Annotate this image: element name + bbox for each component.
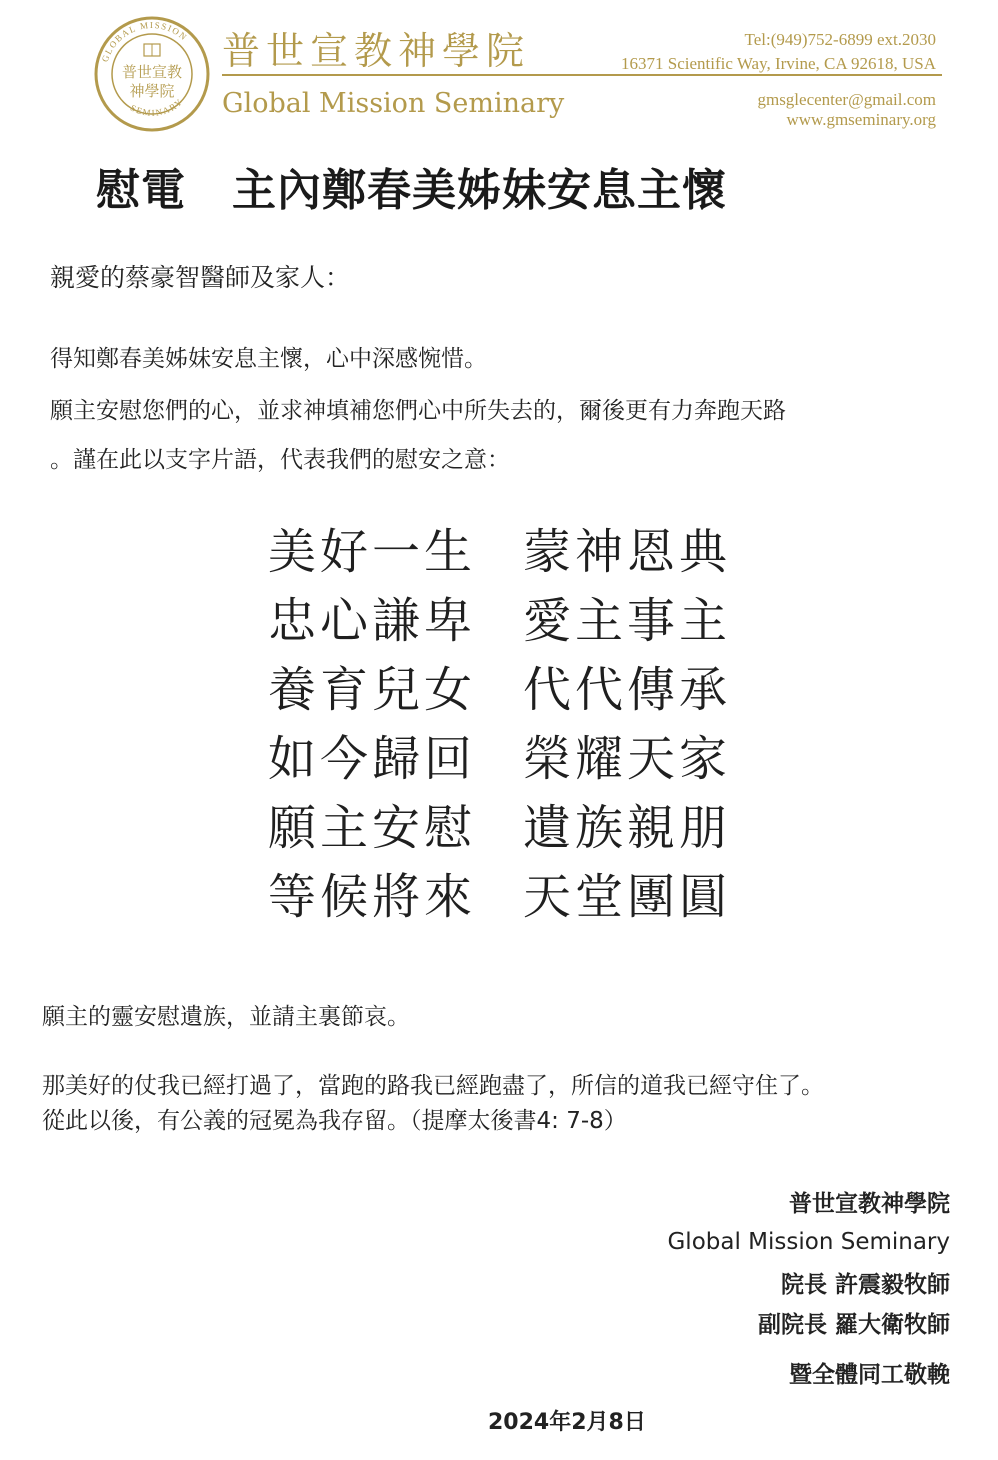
poem-row — [268, 725, 731, 794]
closing-blessing: 願主的靈安慰遺族，並請主裏節哀。 — [42, 1004, 410, 1030]
seminary-name-english: Global Mission Seminary — [222, 88, 565, 119]
address: 16371 Scientific Way, Irvine, CA 92618, USA — [621, 54, 936, 73]
poem-right: 天堂團圓 — [523, 869, 732, 925]
body-line-2: 願主安慰您們的心，並求神填補您們心中所失去的，爾後更有力奔跑天路 — [50, 398, 786, 424]
poem-left: 等候將來 — [268, 869, 477, 925]
poem-left: 如今歸回 — [268, 731, 477, 787]
svg-text:GLOBAL MISSION: GLOBAL MISSION — [99, 19, 190, 64]
seminary-seal-logo — [92, 14, 212, 134]
poem-left: 美好一生 — [268, 524, 477, 580]
title-main: 主內鄭春美姊妹安息主懷 — [232, 165, 727, 216]
svg-text:普世宣教: 普世宣教 — [121, 63, 183, 81]
poem-row — [268, 863, 731, 932]
letterhead-divider — [222, 74, 942, 76]
poem-right: 愛主事主 — [523, 593, 732, 649]
letter-date: 2024年2月8日 — [488, 1410, 646, 1435]
seminary-name-chinese: 普世宣教神學院 — [222, 29, 531, 73]
poem-left: 願主安慰 — [268, 800, 477, 856]
svg-text:神學院: 神學院 — [129, 82, 175, 100]
body-line-3: 。謹在此以支字片語，代表我們的慰安之意： — [50, 447, 510, 473]
website: www.gmseminary.org — [786, 110, 936, 129]
signature-org-english: Global Mission Seminary — [667, 1229, 950, 1255]
svg-text:SEMINARY: SEMINARY — [128, 96, 185, 119]
poem-right: 代代傳承 — [523, 662, 732, 718]
poem-right: 榮耀天家 — [523, 731, 732, 787]
poem-left: 養育兒女 — [268, 662, 477, 718]
letterhead — [0, 0, 998, 140]
body-line-1: 得知鄭春美姊妹安息主懷，心中深感惋惜。 — [50, 346, 487, 372]
signature-president: 院長 許震毅牧師 — [780, 1272, 950, 1298]
poem-row — [268, 656, 731, 725]
poem-right: 蒙神恩典 — [523, 524, 732, 580]
poem-left: 忠心謙卑 — [268, 593, 477, 649]
scripture-line-2: 從此以後，有公義的冠冕為我存留。（提摩太後書4: 7-8） — [42, 1108, 627, 1134]
signature-org-chinese: 普世宣教神學院 — [789, 1191, 950, 1217]
poem-row — [268, 518, 731, 587]
poem — [268, 518, 731, 932]
title-prefix: 慰電 — [96, 165, 186, 216]
letter-title — [96, 154, 727, 218]
poem-row — [268, 794, 731, 863]
poem-row — [268, 587, 731, 656]
poem-right: 遺族親朋 — [523, 800, 732, 856]
signature-staff: 暨全體同工敬輓 — [789, 1362, 950, 1388]
scripture-line-1: 那美好的仗我已經打過了，當跑的路我已經跑盡了，所信的道我已經守住了。 — [42, 1073, 824, 1099]
greeting: 親愛的蔡豪智醫師及家人： — [50, 263, 351, 292]
telephone: Tel:(949)752-6899 ext.2030 — [744, 30, 936, 49]
signature-vice-president: 副院長 羅大衛牧師 — [757, 1312, 950, 1338]
email: gmsglecenter@gmail.com — [757, 90, 936, 109]
